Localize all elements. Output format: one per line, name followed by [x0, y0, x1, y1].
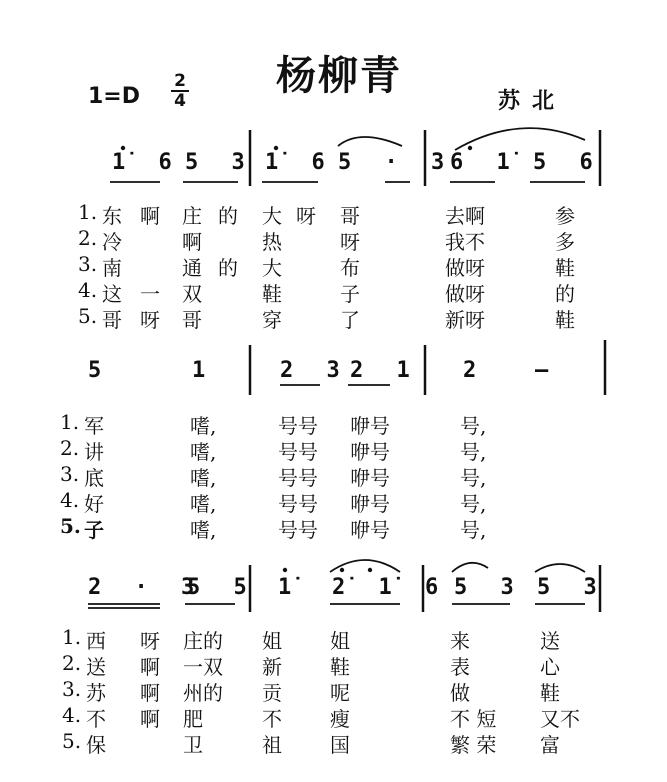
lyric: 不 短 — [450, 707, 497, 731]
lyric: 一 — [140, 282, 160, 306]
lyric: 肥 — [183, 707, 203, 731]
octave-dot — [340, 568, 344, 572]
lyric: 号号 — [278, 492, 318, 516]
lyric: 我不 — [445, 230, 485, 254]
lyric: 冷 — [102, 230, 122, 254]
lyric: 送 — [540, 629, 560, 653]
time-signature-bottom: 4 — [174, 91, 186, 111]
lyric: 咿号 — [350, 466, 390, 490]
lyric: 嗜, — [190, 440, 217, 464]
lyric: 呢 — [330, 681, 350, 705]
measure-5-beat-2: 2 1 — [350, 358, 420, 383]
measure-7-beat-1: 2 · 3 — [88, 575, 205, 600]
lyric: 去啊 — [445, 204, 485, 228]
lyric: 做 — [450, 681, 470, 705]
lyric: 嗜, — [190, 518, 217, 542]
lyric: 咿号 — [350, 492, 390, 516]
lyric: 咿号 — [350, 518, 390, 542]
lyric: 庄的 — [183, 629, 223, 653]
verse-number: 2. — [78, 226, 98, 250]
measure-1-beat-1: 1̇ 6 — [112, 150, 182, 175]
measure-7-beat-2: 5 5 — [187, 575, 257, 600]
verse-number: 3. — [60, 462, 80, 486]
verse-number: 1. — [78, 200, 98, 224]
lyric: 新 — [262, 655, 282, 679]
verse-number: 5. — [60, 514, 81, 538]
lyric: 啊 — [140, 204, 160, 228]
lyric: 苏 — [86, 681, 106, 705]
verse-number: 4. — [62, 703, 82, 727]
song-title: 杨柳青 — [276, 53, 402, 99]
lyric: 呀 — [340, 230, 360, 254]
measure-4-beat-1: 5 — [88, 358, 112, 383]
measure-5-beat-1: 2 3 — [280, 358, 350, 383]
lyric: 表 — [450, 655, 470, 679]
lyric: 号号 — [278, 466, 318, 490]
lyric: 贡 — [262, 681, 282, 705]
lyric: 号, — [460, 466, 487, 490]
measure-3-beat-2: 5 6 — [533, 150, 603, 175]
lyric: 咿号 — [350, 414, 390, 438]
slur — [338, 137, 402, 146]
measure-1-beat-2: 5 3 — [185, 150, 255, 175]
lyric: 鞋 — [540, 681, 560, 705]
verse-number: 3. — [62, 677, 82, 701]
measure-6-beat-2: — — [535, 358, 559, 383]
lyric: 好 — [84, 492, 104, 516]
time-signature-top: 2 — [174, 71, 186, 91]
verse-number: 5. — [62, 729, 82, 753]
verse-number: 4. — [78, 278, 98, 302]
measure-4-beat-2: 1 — [192, 358, 216, 383]
lyric: 嗜, — [190, 414, 217, 438]
lyric: 通 — [182, 256, 202, 280]
lyric: 瘦 — [330, 707, 350, 731]
lyric: 号, — [460, 518, 487, 542]
lyric: 富 — [540, 733, 560, 757]
lyric: 啊 — [140, 681, 160, 705]
lyric: 大 — [262, 204, 282, 228]
lyric: 哥 — [340, 204, 360, 228]
lyric: 号, — [460, 414, 487, 438]
lyric: 参 — [555, 204, 575, 228]
lyric: 号, — [460, 492, 487, 516]
lyric: 南 — [102, 256, 122, 280]
slur — [535, 564, 585, 572]
lyric: 号号 — [278, 518, 318, 542]
lyric: 姐 — [262, 629, 282, 653]
octave-dot — [368, 568, 372, 572]
lyric: 卫 — [183, 733, 203, 757]
verse-number: 5. — [78, 304, 98, 328]
lyric: 热 — [262, 230, 282, 254]
lyric: 庄 — [182, 204, 202, 228]
lyric: 讲 — [84, 440, 104, 464]
lyric: 不 — [86, 707, 106, 731]
lyric: 了 — [340, 308, 360, 332]
lyric: 姐 — [330, 629, 350, 653]
verse-number: 3. — [78, 252, 98, 276]
lyric: 穿 — [262, 308, 282, 332]
lyric: 啊 — [140, 655, 160, 679]
lyric: 号号 — [278, 440, 318, 464]
measure-9-beat-1: 5 3 — [454, 575, 524, 600]
lyric: 哥 — [102, 308, 122, 332]
verse-number: 1. — [62, 625, 82, 649]
lyric: 做呀 — [445, 256, 485, 280]
verse-number: 2. — [62, 651, 82, 675]
lyric: 新呀 — [445, 308, 485, 332]
measure-3-beat-1: 6 1̇ — [450, 150, 520, 175]
measure-9-beat-2: 5 3 — [537, 575, 607, 600]
verse-number: 4. — [60, 488, 80, 512]
measure-8-beat-1: 1̇ — [278, 575, 302, 600]
lyric: 子 — [340, 282, 360, 306]
measure-8-beat-2: 2̇ 1̇ 6 — [332, 575, 449, 600]
verse-number: 1. — [60, 410, 80, 434]
lyric: 西 — [86, 629, 106, 653]
lyric: 鞋 — [262, 282, 282, 306]
lyric: 国 — [330, 733, 350, 757]
lyric: 双 — [182, 282, 202, 306]
verse-number: 2. — [60, 436, 80, 460]
lyric: 呀 — [296, 204, 316, 228]
measure-2-beat-2: 5 · 3 — [338, 150, 455, 175]
lyric: 哥 — [182, 308, 202, 332]
lyric: 呀 — [140, 308, 160, 332]
lyric: 多 — [555, 230, 575, 254]
lyric: 鞋 — [330, 655, 350, 679]
measure-6-beat-1: 2 — [463, 358, 487, 383]
lyric: 又不 — [540, 707, 580, 731]
lyric: 号, — [460, 440, 487, 464]
lyric: 东 — [102, 204, 122, 228]
lyric: 不 — [262, 707, 282, 731]
slur — [452, 563, 488, 572]
lyric: 来 — [450, 629, 470, 653]
lyric: 咿号 — [350, 440, 390, 464]
lyric: 的 — [218, 256, 238, 280]
octave-dot — [283, 568, 287, 572]
lyric: 啊 — [182, 230, 202, 254]
lyric: 州的 — [183, 681, 223, 705]
lyric: 嗜, — [190, 466, 217, 490]
lyric: 啊 — [140, 707, 160, 731]
lyric: 保 — [86, 733, 106, 757]
lyric: 心 — [540, 655, 560, 679]
lyric: 的 — [218, 204, 238, 228]
lyric: 布 — [340, 256, 360, 280]
lyric: 大 — [262, 256, 282, 280]
lyric: 子 — [84, 518, 104, 542]
lyric: 呀 — [140, 629, 160, 653]
lyric: 的 — [555, 282, 575, 306]
lyric: 鞋 — [555, 256, 575, 280]
lyric: 鞋 — [555, 308, 575, 332]
slur — [455, 128, 585, 150]
lyric: 底 — [84, 466, 104, 490]
lyric: 号号 — [278, 414, 318, 438]
lyric: 繁 荣 — [450, 733, 497, 757]
lyric: 这 — [102, 282, 122, 306]
lyric: 军 — [84, 414, 104, 438]
lyric: 送 — [86, 655, 106, 679]
song-origin: 苏北 — [498, 89, 567, 114]
lyric: 一双 — [183, 655, 223, 679]
lyric: 做呀 — [445, 282, 485, 306]
lyric: 嗜, — [190, 492, 217, 516]
key-signature: 1=D — [88, 84, 141, 109]
lyric: 祖 — [262, 733, 282, 757]
measure-2-beat-1: 1̇ 6 — [265, 150, 335, 175]
